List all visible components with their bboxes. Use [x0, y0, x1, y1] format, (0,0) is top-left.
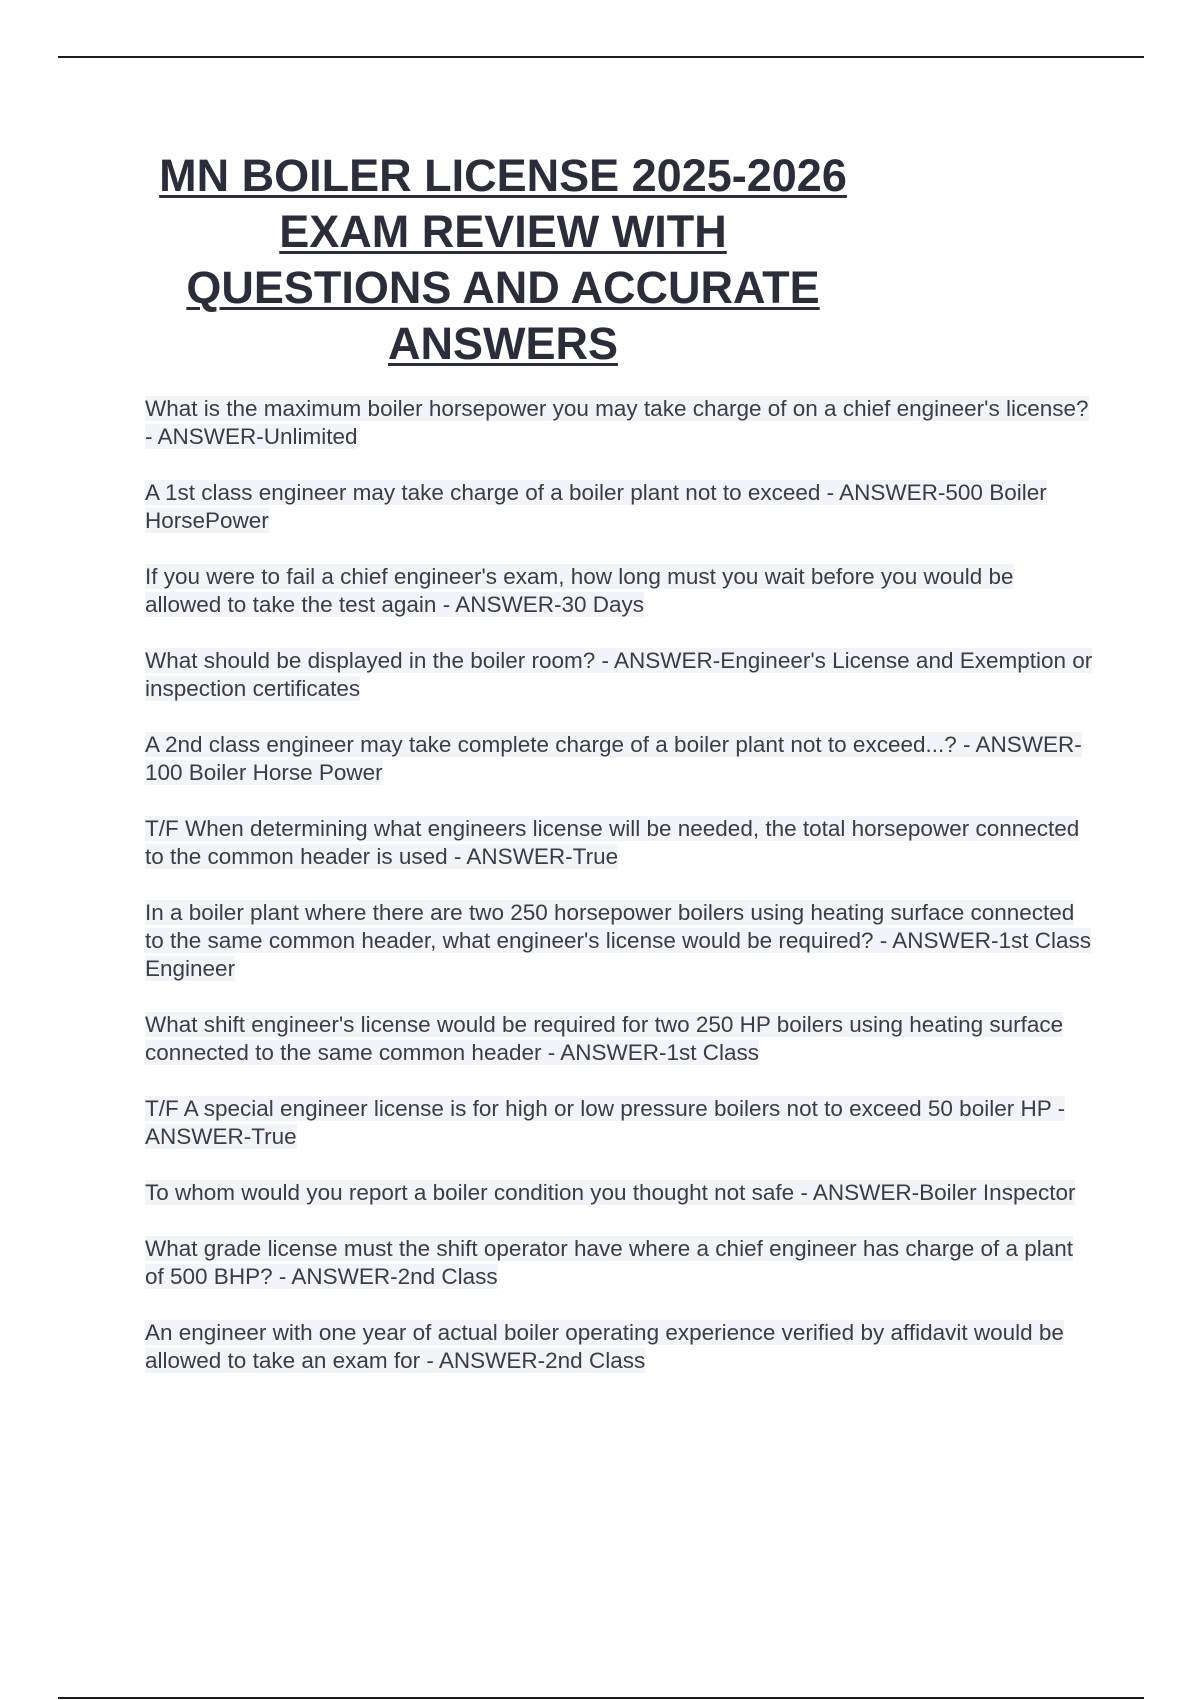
qa-item [145, 479, 1095, 535]
qa-item [145, 1235, 1095, 1291]
title-block [148, 148, 858, 372]
document-title: MN BOILER LICENSE 2025-2026 EXAM REVIEW WITH QUESTIONS AND ACCURATE ANSWERS [159, 150, 847, 369]
qa-list [145, 395, 1095, 1403]
qa-text: What is the maximum boiler horsepower you may take charge of on a chief engineer's license? - ANSWER-Unlimited [145, 396, 1089, 449]
qa-item [145, 815, 1095, 871]
qa-item [145, 395, 1095, 451]
qa-text: In a boiler plant where there are two 250 horsepower boilers using heating surface connected to the same common header, what engineer's license would be required? - ANSWER-1st Class Engineer [145, 900, 1092, 981]
qa-text: What should be displayed in the boiler room? - ANSWER-Engineer's License and Exemption or inspection certificates [145, 648, 1093, 701]
qa-text: If you were to fail a chief engineer's exam, how long must you wait before you would be allowed to take the test again - ANSWER-30 Days [145, 564, 1014, 617]
top-rule [58, 56, 1144, 58]
qa-text: T/F When determining what engineers license will be needed, the total horsepower connected to the common header is used - ANSWER-True [145, 816, 1080, 869]
qa-item [145, 1095, 1095, 1151]
qa-item [145, 563, 1095, 619]
qa-text: What grade license must the shift operator have where a chief engineer has charge of a plant of 500 BHP? - ANSWER-2nd Class [145, 1236, 1074, 1289]
qa-item [145, 731, 1095, 787]
qa-item [145, 1319, 1095, 1375]
qa-item [145, 899, 1095, 983]
qa-text: A 1st class engineer may take charge of a boiler plant not to exceed - ANSWER-500 Boiler HorsePower [145, 480, 1047, 533]
qa-item [145, 647, 1095, 703]
qa-text: What shift engineer's license would be required for two 250 HP boilers using heating surface connected to the same common header - ANSWER-1st Class [145, 1012, 1064, 1065]
qa-text: An engineer with one year of actual boiler operating experience verified by affidavit would be allowed to take an exam for - ANSWER-2nd Class [145, 1320, 1064, 1373]
qa-item [145, 1179, 1095, 1207]
bottom-rule [58, 1697, 1144, 1699]
qa-item [145, 1011, 1095, 1067]
qa-text: A 2nd class engineer may take complete charge of a boiler plant not to exceed...? - ANSWER-100 Boiler Horse Power [145, 732, 1082, 785]
qa-text: To whom would you report a boiler condition you thought not safe - ANSWER-Boiler Inspector [145, 1180, 1076, 1205]
qa-text: T/F A special engineer license is for high or low pressure boilers not to exceed 50 boiler HP - ANSWER-True [145, 1096, 1066, 1149]
